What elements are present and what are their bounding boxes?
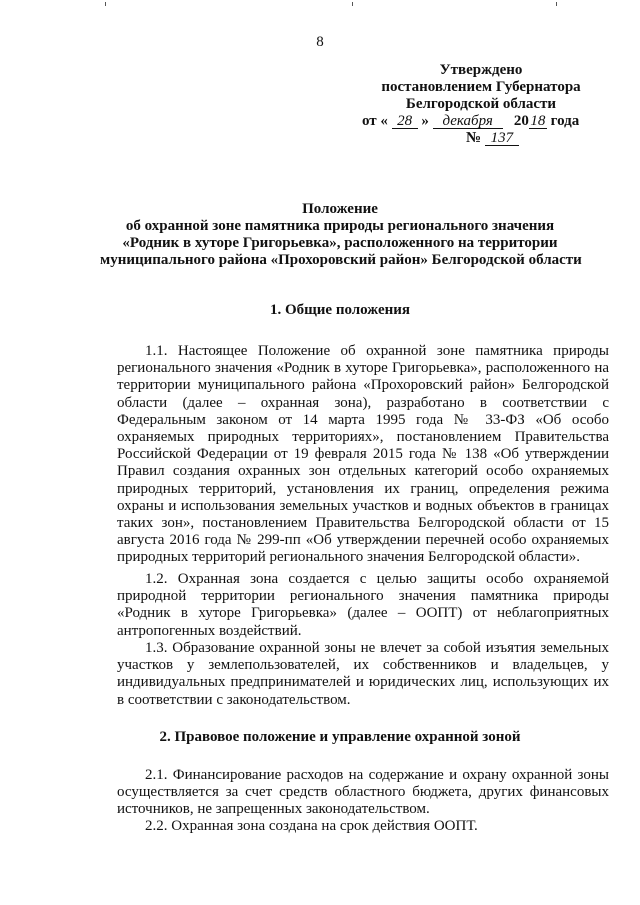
paragraph-2-1: 2.1. Финансирование расходов на содержание и охрану охранной зоны осуществляется за счет средств областного бюджета, других финансовых источников, не запрещенных законодательством.: [117, 767, 609, 818]
title-line-3: «Родник в хуторе Григорьевка», расположенного на территории: [122, 235, 558, 251]
paragraph-1-3: 1.3. Образование охранной зоны не влечет за собой изъятия земельных участков у землепользователей, их собственников и владельцев, у индивидуальных предпринимателей и юридических лиц, использующих их в соответствии с законодательством.: [117, 640, 609, 708]
approval-line-resolution: постановлением Губернатора: [381, 79, 581, 95]
document-title: [100, 201, 580, 269]
paragraph-1-1: 1.1. Настоящее Положение об охранной зоне памятника природы регионального значения «Родник в хуторе Григорьевка», расположенного на территории муниципального района «Прохоровский район» Белгородской области (далее – охранная зона), разработано в соответствии с Федеральным законом от 14 марта 1995 года № 33-ФЗ «Об особо охраняемых природных территориях», постановлением Правительства Российской Федерации от 19 февраля 2015 года № 138 «Об утверждении Правил создания охранных зон отдельных категорий особо охраняемых природных территорий, установления их границ, определения режима охраны и использования земельных участков и водных объектов в границах таких зон», постановлением Правительства Белгородской области от 15 августа 2016 года № 299-пп «Об утверждении перечней особо охраняемых природных территорий регионального значения Белгородской области».: [117, 343, 609, 566]
paragraph-1-2: 1.2. Охранная зона создается с целью защиты особо охраняемой природной территории регионального значения памятника природы «Родник в хуторе Григорьевка» (далее – ООПТ) от неблагоприятных антропогенных воздействий.: [117, 571, 609, 639]
title-line-4: муниципального района «Прохоровский район» Белгородской области: [100, 252, 582, 268]
approval-date-line: [356, 113, 606, 130]
approval-block: [356, 62, 606, 147]
scan-mark-right: [556, 2, 557, 6]
approval-line-approved: Утверждено: [439, 62, 523, 78]
title-line-1: Положение: [302, 201, 378, 217]
title-line-2: об охранной зоне памятника природы регионального значения: [125, 218, 555, 234]
scan-mark-left: [105, 2, 106, 6]
approval-line-region: Белгородской области: [405, 96, 557, 112]
paragraph-2-2: 2.2. Охранная зона создана на срок действия ООПТ.: [145, 818, 478, 834]
approval-from-label: от «: [362, 113, 388, 129]
approval-number-line: [356, 130, 606, 147]
approval-number-sign: №: [466, 130, 482, 146]
section-1-heading: 1. Общие положения: [269, 302, 411, 318]
approval-year-word: года: [550, 113, 580, 129]
section-2-heading: 2. Правовое положение и управление охранной зоной: [159, 729, 521, 745]
approval-year-suffix: 18: [530, 113, 546, 129]
scan-mark-center: [352, 2, 353, 6]
approval-quote-close: »: [421, 113, 429, 129]
approval-month: декабря: [433, 114, 503, 129]
approval-year-prefix: 20: [513, 113, 529, 129]
page-number: 8: [316, 34, 324, 50]
approval-day: 28: [392, 114, 418, 129]
approval-number: 137: [485, 131, 519, 146]
